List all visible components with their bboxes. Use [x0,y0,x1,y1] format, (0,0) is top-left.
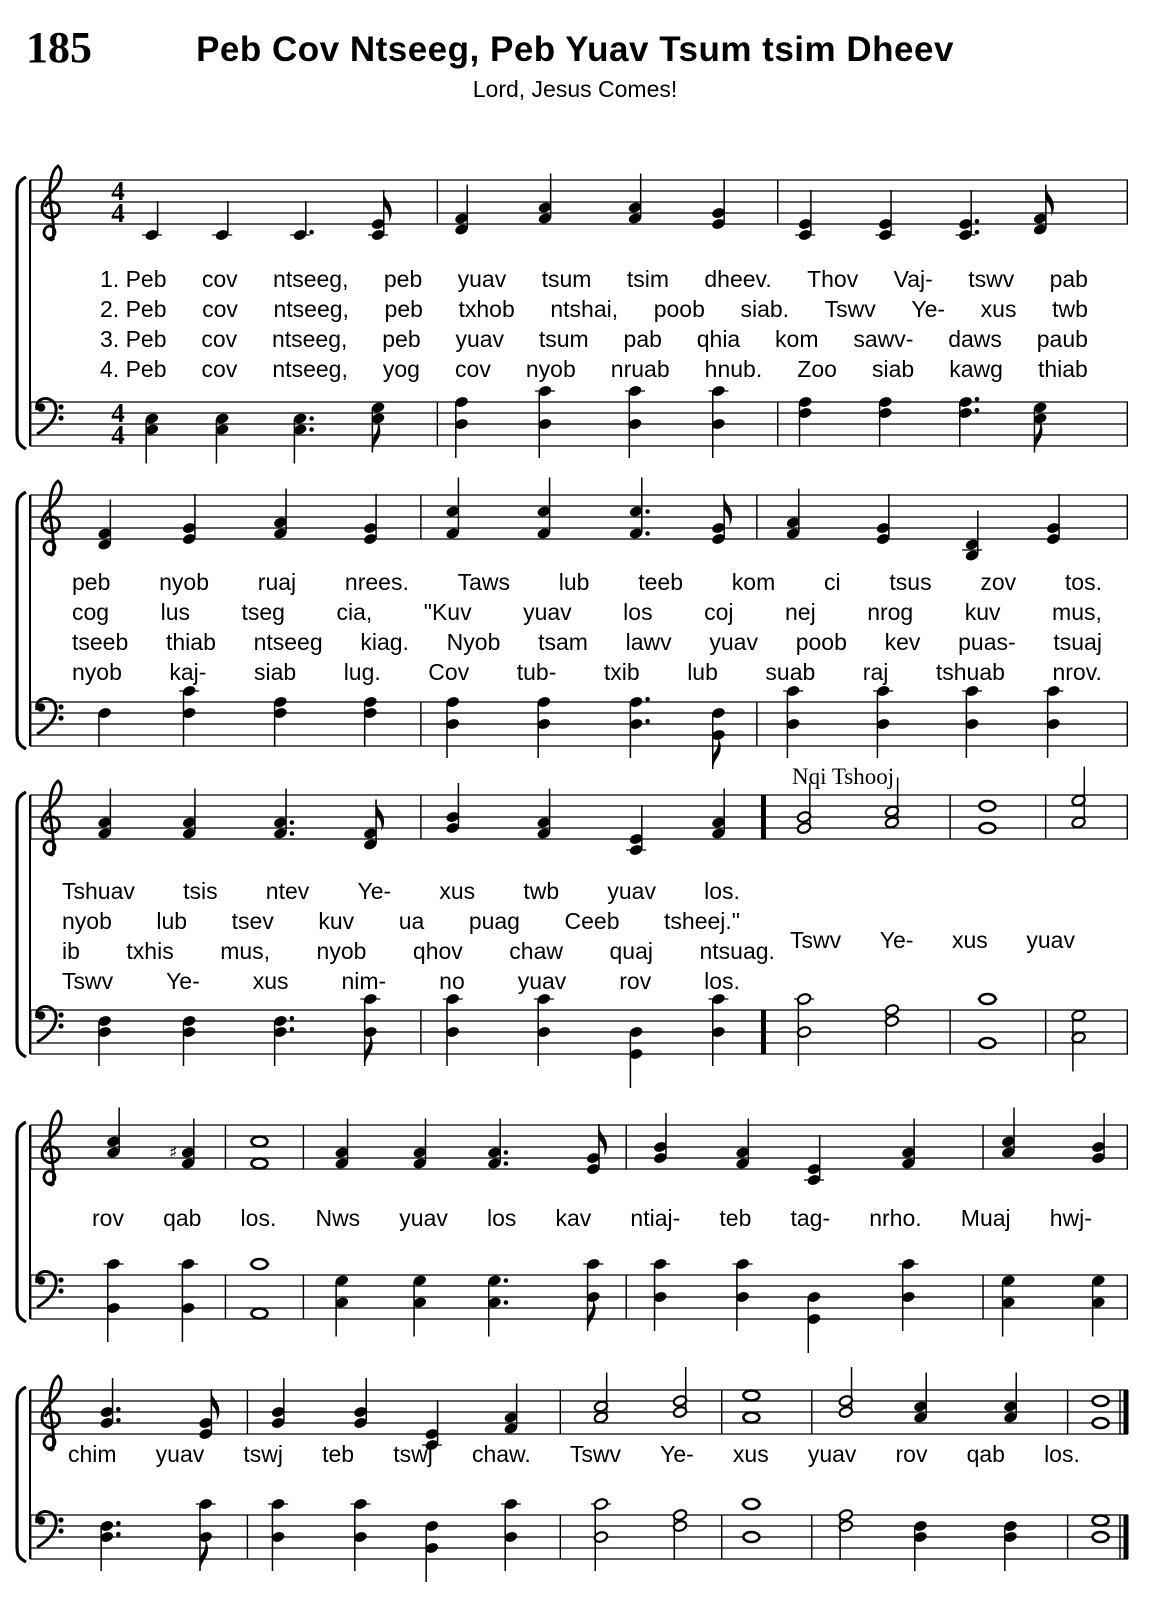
lyric-syllable: yuav [807,1441,857,1467]
lyric-syllable: txhob [458,296,515,322]
chorus-label: Nqi Tshooj [792,764,895,789]
lyric-syllable: kev [884,629,921,655]
lyric-syllable: 3. Peb [100,326,167,352]
lyrics-line [0,294,1150,324]
lyric-syllable: Vaj- [893,266,933,292]
lyric-syllable: yuav [399,1205,448,1231]
lyric-syllable: tsim [626,266,669,292]
lyric-syllable: tswj [393,1441,433,1467]
lyric-syllable: cov [201,356,238,382]
augmentation-dot [116,1521,121,1526]
augmentation-dot [116,1407,121,1412]
augmentation-dot [290,1027,295,1032]
system-barline [29,1390,31,1559]
lyric-syllable: rov [92,1205,124,1231]
augmentation-dot [290,820,295,825]
lyric-syllable: nrov. [1052,659,1102,685]
lyric-syllable: rov [619,968,652,994]
whole-note [251,1137,267,1147]
lyric-syllable: tag- [790,1205,831,1231]
whole-note [251,1259,267,1269]
lyric-syllable: ntseeg, [273,296,349,322]
lyric-syllable: tsus [889,569,932,595]
lyric-syllable: qab [966,1441,1005,1467]
system-barline [29,180,31,446]
augmentation-dot [290,831,295,836]
lyric-syllable: puag [468,908,520,934]
final-barline [1124,1390,1129,1434]
lyric-syllable: teb [719,1205,752,1231]
lyric-syllable: kaj- [169,659,207,685]
lyric-syllable: nej [784,599,816,625]
eighth-flag [365,1034,372,1066]
lyric-syllable: nim- [341,968,387,994]
whole-note [251,1309,267,1319]
augmentation-dot [504,1300,509,1305]
lyric-syllable: pab [1049,266,1088,292]
lyric-syllable: Ceeb [564,908,620,934]
lyric-syllable: Nws [315,1205,361,1231]
lyric-syllable: tos. [1064,569,1102,595]
lyric-syllable: xus [980,296,1017,322]
lyric-syllable: los. [1044,1441,1080,1467]
lyric-syllable: xus [439,878,476,904]
lyric-syllable: los [487,1205,517,1231]
whole-note [743,1532,759,1542]
augmentation-dot [975,219,980,224]
system-brace [12,791,28,1058]
lyric-syllable: Tswv [824,296,876,322]
lyric-syllable: lub [687,659,718,685]
whole-note [743,1499,759,1509]
lyrics-chorus-pickup [790,927,1075,954]
lyric-syllable: chaw [509,938,563,964]
lyric-syllable: twb [1052,296,1088,322]
eighth-flag [1035,421,1042,453]
lyric-syllable: yuav [523,599,572,625]
lyric-syllable: teeb [638,569,684,595]
lyric-syllable: los. [704,968,740,994]
treble-staff-system-1 [0,146,1150,248]
treble-staff-system-2 [0,461,1150,563]
lyric-syllable: Tswv [62,968,114,994]
lyric-syllable: nrog [867,599,914,625]
lyric-syllable: tshuab [935,659,1005,685]
whole-note [1093,1396,1109,1406]
lyric-syllable: chaw. [471,1441,531,1467]
lyrics-system-2 [0,567,1150,687]
lyric-syllable: chim [68,1441,117,1467]
lyrics-system-4 [0,1203,1150,1233]
treble-clef-icon [42,481,61,555]
lyric-syllable: tsum [538,326,589,352]
section-barline [761,1010,766,1054]
lyric-syllable: qhov [412,938,463,964]
lyric-syllable: daws [948,326,1002,352]
lyric-syllable: Cov [428,659,470,685]
lyrics-line [0,1439,1150,1469]
lyric-syllable: yuav [455,326,505,352]
lyric-syllable: Ye- [166,968,200,994]
lyrics-line [0,324,1150,354]
lyric-syllable: no [439,968,465,994]
lyrics-line [0,657,1150,687]
eighth-flag [373,421,380,453]
lyric-syllable: 1. Peb [100,266,167,292]
lyric-syllable: yuav [457,266,507,292]
lyric-syllable: "Kuv [423,599,472,625]
augmentation-dot [975,230,980,235]
lyric-syllable: ntseeg [253,629,323,655]
augmentation-dot [645,509,650,514]
augmentation-dot [290,1016,295,1021]
whole-note [1093,1418,1109,1428]
system-barline [29,495,31,746]
lyric-syllable: tseg [241,599,285,625]
augmentation-dot [309,230,314,235]
lyric-syllable: lub [558,569,590,595]
lyric-syllable: ua [398,908,425,934]
lyrics-line [0,264,1150,294]
augmentation-dot [645,531,650,536]
lyric-syllable: tsuaj [1053,629,1102,655]
lyric-syllable: cia, [336,599,373,625]
lyric-syllable: suab [765,659,816,685]
lyric-syllable: qab [163,1205,202,1231]
lyric-syllable: Tshuav [62,878,135,904]
lyric-syllable: ntev [265,878,310,904]
augmentation-dot [309,427,314,432]
lyric-syllable: yuav [155,1441,205,1467]
lyrics-line [0,567,1150,597]
lyric-syllable: teb [322,1441,355,1467]
lyric-syllable: Thov [807,266,859,292]
lyric-syllable: yog [382,356,420,382]
lyric-syllable: rov [895,1441,928,1467]
lyric-syllable: cov [455,356,491,382]
lyric-syllable: thiab [165,629,216,655]
section-barline [761,795,766,839]
lyric-syllable: xus [952,927,988,953]
augmentation-dot [504,1161,509,1166]
lyric-syllable: txib [603,659,640,685]
bass-staff-system-4 [0,1241,1150,1355]
lyric-syllable: nyob [159,569,210,595]
whole-note [743,1391,759,1401]
lyrics-system-5 [0,1439,1150,1469]
treble-staff-system-4 [0,1091,1150,1193]
whole-note [743,1413,759,1423]
system-brace [12,176,28,450]
bass-staff-system-5 [0,1481,1150,1595]
lyrics-line [0,597,1150,627]
lyric-syllable: poob [795,629,847,655]
lyric-syllable: yuav [517,968,567,994]
lyric-syllable: nrho. [869,1205,922,1231]
system-brace [12,1386,28,1563]
lyric-syllable: twb [523,878,560,904]
lyric-syllable: lub [156,908,188,934]
lyric-syllable: kuv [318,908,355,934]
hymn-title: Peb Cov Ntseeg, Peb Yuav Tsum tsim Dheev [196,30,954,69]
lyric-syllable: ci [824,569,841,595]
system-brace [12,491,28,750]
time-signature: 4 [111,176,125,206]
lyric-syllable: hwj- [1049,1205,1092,1231]
lyric-syllable: siab [871,356,915,382]
lyric-syllable: kom [731,569,776,595]
lyric-syllable: Ye- [879,927,914,953]
lyric-syllable: cog [72,599,110,625]
whole-note [1093,1516,1109,1526]
lyrics-line [0,627,1150,657]
lyric-syllable: lus [160,599,190,625]
lyric-syllable: zov [980,569,1017,595]
lyric-syllable: tsam [538,629,588,655]
lyric-syllable: cov [201,266,238,292]
augmentation-dot [309,416,314,421]
lyric-syllable: siab. [740,296,790,322]
lyric-syllable: peb [384,296,423,322]
lyric-syllable: nyob [62,908,112,934]
lyric-syllable: kiag. [360,629,409,655]
lyric-syllable: paub [1036,326,1088,352]
treble-clef-icon [42,1111,61,1185]
lyric-syllable: Ye- [911,296,946,322]
lyric-syllable: kav [555,1205,592,1231]
lyric-syllable: Zoo [797,356,837,382]
system-barline [29,1125,31,1319]
lyric-syllable: ntiaj- [630,1205,681,1231]
lyric-syllable: ntshai, [550,296,619,322]
lyric-syllable: quaj [609,938,653,964]
augmentation-dot [975,397,980,402]
lyric-syllable: raj [862,659,889,685]
hymn-subtitle: Lord, Jesus Comes! [472,76,678,102]
lyric-syllable: nrees. [344,569,409,595]
lyric-syllable: xus [252,968,289,994]
lyric-syllable: kom [775,326,819,352]
lyric-syllable: thiab [1037,356,1088,382]
augmentation-dot [116,1418,121,1423]
lyric-syllable: tsheej." [664,908,740,934]
lyric-syllable: los. [704,878,740,904]
lyric-syllable: mus, [220,938,271,964]
whole-note [979,801,995,811]
lyric-syllable: tsev [231,908,274,934]
lyric-syllable: Ye- [660,1441,694,1467]
lyric-syllable: dheev. [704,266,772,292]
lyric-syllable: qhia [696,326,741,352]
lyric-syllable: yuav [1026,927,1075,953]
lyric-syllable: pab [623,326,662,352]
lyric-syllable: sawv- [853,326,914,352]
system-barline [29,795,31,1054]
lyric-syllable: puas- [958,629,1016,655]
lyric-syllable: cov [201,326,238,352]
eighth-flag [201,1539,208,1571]
augmentation-dot [504,1150,509,1155]
lyric-syllable: Tswv [569,1441,621,1467]
lyric-syllable: poob [653,296,705,322]
lyric-syllable: lug. [343,659,381,685]
lyric-syllable: kuv [964,599,1001,625]
lyric-syllable: ntseeg, [272,356,348,382]
whole-note [979,823,995,833]
lyric-syllable: peb [382,326,421,352]
lyric-syllable: ntseeg, [273,266,349,292]
lyric-syllable: ib [62,938,80,964]
lyric-syllable: peb [72,569,111,595]
lyric-syllable: ntsuag. [699,938,775,964]
lyric-syllable: yuav [709,629,758,655]
lyric-syllable: txhis [126,938,174,964]
lyric-syllable: nyob [525,356,576,382]
sharp-icon: ♯ [169,1143,178,1163]
lyric-syllable: nyob [316,938,367,964]
lyrics-line [0,354,1150,384]
augmentation-dot [645,719,650,724]
time-signature: 4 [111,420,125,450]
augmentation-dot [645,697,650,702]
lyric-syllable: siab [253,659,297,685]
time-signature: 4 [111,398,125,428]
treble-clef-icon [42,166,61,240]
lyric-syllable: ntseeg, [271,326,348,352]
augmentation-dot [116,1532,121,1537]
hymn-number: 185 [26,23,92,72]
whole-note [251,1159,267,1169]
lyric-syllable: cov [202,296,238,322]
lyric-syllable: tsum [541,266,592,292]
system-brace [12,1121,28,1323]
augmentation-dot [504,1278,509,1283]
final-barline [1124,1515,1129,1559]
lyric-syllable: Taws [457,569,511,595]
treble-staff-system-3 [0,761,1150,863]
lyric-syllable: tub- [516,659,557,685]
lyrics-line [0,966,1150,996]
lyric-syllable: yuav [607,878,656,904]
lyric-syllable: kawg [949,356,1003,382]
lyric-syllable: los [623,599,653,625]
eighth-flag [588,1299,595,1331]
lyric-syllable: Nyob [446,629,501,655]
lyric-syllable: xus [732,1441,769,1467]
lyric-syllable: nyob [72,659,122,685]
lyric-syllable: Muaj [960,1205,1011,1231]
treble-clef-icon [42,781,61,855]
lyric-syllable: tswj [243,1441,283,1467]
lyrics-system-1 [0,264,1150,384]
lyrics-line [0,876,1150,906]
lyric-syllable: los. [240,1205,277,1231]
lyrics-line [0,1203,1150,1233]
lyric-syllable: tseeb [72,629,129,655]
lyric-syllable: Tswv [790,927,842,953]
lyric-syllable: mus, [1052,599,1102,625]
whole-note [1093,1532,1109,1542]
whole-note [979,1038,995,1048]
lyric-syllable: Ye- [357,878,392,904]
lyric-syllable: peb [383,266,423,292]
lyric-syllable: 2. Peb [100,296,167,322]
lyric-syllable: 4. Peb [100,356,167,382]
lyric-syllable: lawv [625,629,672,655]
lyric-syllable: hnub. [704,356,763,382]
lyric-syllable: ruaj [257,569,297,595]
lyric-syllable: tswv [968,266,1015,292]
augmentation-dot [975,408,980,413]
lyric-syllable: tsis [183,878,218,904]
time-signature: 4 [111,198,125,228]
lyric-syllable: nruab [610,356,670,382]
lyric-syllable: coj [704,599,734,625]
